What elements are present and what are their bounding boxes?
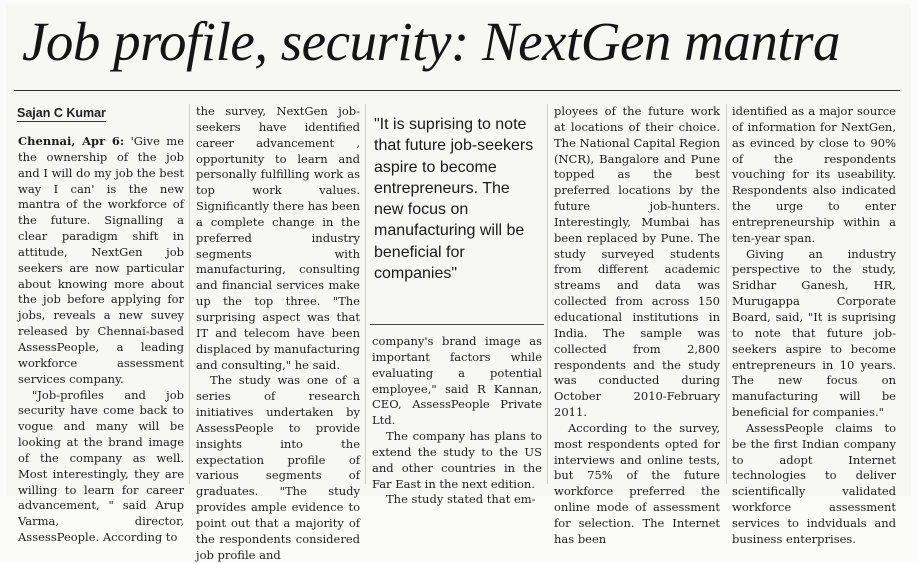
paragraph: According to the survey, most respondents opted for interviews and online tests, but 75% of the future workforce preferred the online mode of assessment for selection. The Internet has been	[554, 420, 720, 546]
column-1	[18, 134, 184, 546]
column-divider	[189, 104, 190, 484]
headline-rule	[14, 90, 900, 91]
paragraph: The study stated that em-	[386, 492, 536, 507]
paragraph: ployees of the future work at locations of their choice. The National Capital Region (NCR), Bangalore and Pune topped as the best preferred locations by the future job-hunters. Interestingly, Mumbai has been replaced by Pune. The study surveyed students from different academic streams and data was collected from across 150 educational institutions in India. The sample was collected from 2,800 respondents and the study was conducted during October 2010-February 2011.	[554, 104, 720, 420]
paragraph: The study was one of a series of research initiatives undertaken by AssessPeople to provide insights into the expectation profile of various segments of graduates. "The study provides ample evidence to point out that a majority of the respondents considered job profile and	[196, 373, 360, 562]
column-5	[732, 104, 896, 548]
column-divider	[365, 104, 366, 484]
paragraph: "Job-profiles and job security have come back to vogue and many will be looking at the brand image of the company as well. Most interestingly, they are willing to learn for career advancement, " said Arup Varma, director, AssessPeople. According to	[18, 387, 184, 545]
paragraph: The company has plans to extend the study to the US and other countries in the Far East in the next edition.	[372, 429, 542, 491]
dateline: Chennai, Apr 6:	[18, 134, 125, 148]
column-4	[554, 104, 720, 548]
paragraph: company's brand image as important factors while evaluating a potential employee," said R Kannan, CEO, AssessPeople Private Ltd.	[372, 334, 542, 428]
column-divider	[726, 104, 727, 484]
paragraph: Giving an industry perspective to the study, Sridhar Ganesh, HR, Murugappa Corporate Board, said, "It is suprising to note that future job-seekers aspire to become entrepreneurs in 10 years. The new focus on manufacturing will be beneficial for companies."	[732, 246, 896, 420]
paragraph: identified as a major source of information for NextGen, as evinced by close to 90% of the respondents vouching for its useability. Respondents also indicated the urge to enter entrepreneurship within a ten-year span.	[732, 104, 896, 245]
column-3	[372, 334, 542, 508]
byline: Sajan C Kumar	[17, 106, 106, 120]
pull-quote: "It is suprising to note that future job-seekers aspire to become entrepreneurs. The new focus on manufacturing will be beneficial for companies"	[374, 116, 534, 283]
paragraph-text: 'Give me the ownership of the job and I will do my job the best way I can' is the new mantra of the workforce of the future. Signalling a clear paradigm shift in attitude, NextGen job seekers are now particular about knowing more about the job before applying for jobs, reveals a new suvey released by Chennai-based AssessPeople, a leading workforce assessment services company.	[18, 134, 185, 386]
paragraph	[18, 134, 184, 388]
column-divider	[547, 104, 548, 484]
pull-quote-rule	[370, 324, 544, 325]
paragraph: AssessPeople claims to be the first Indian company to adopt Internet technologies to deliver scientifically validated workforce assessment services to indviduals and business enterprises.	[732, 420, 896, 546]
column-2	[196, 104, 360, 563]
headline: Job profile, security: NextGen mantra	[22, 11, 841, 72]
paragraph: the survey, NextGen job-seekers have identified career advancement , opportunity to learn and personally fulfilling work as top work values. Significantly there has been a complete change in the preferred industry segments with manufacturing, consulting and financial services make up the top three. "The surprising aspect was that IT and telecom have been displaced by manufacturing and consulting," he said.	[196, 104, 360, 372]
